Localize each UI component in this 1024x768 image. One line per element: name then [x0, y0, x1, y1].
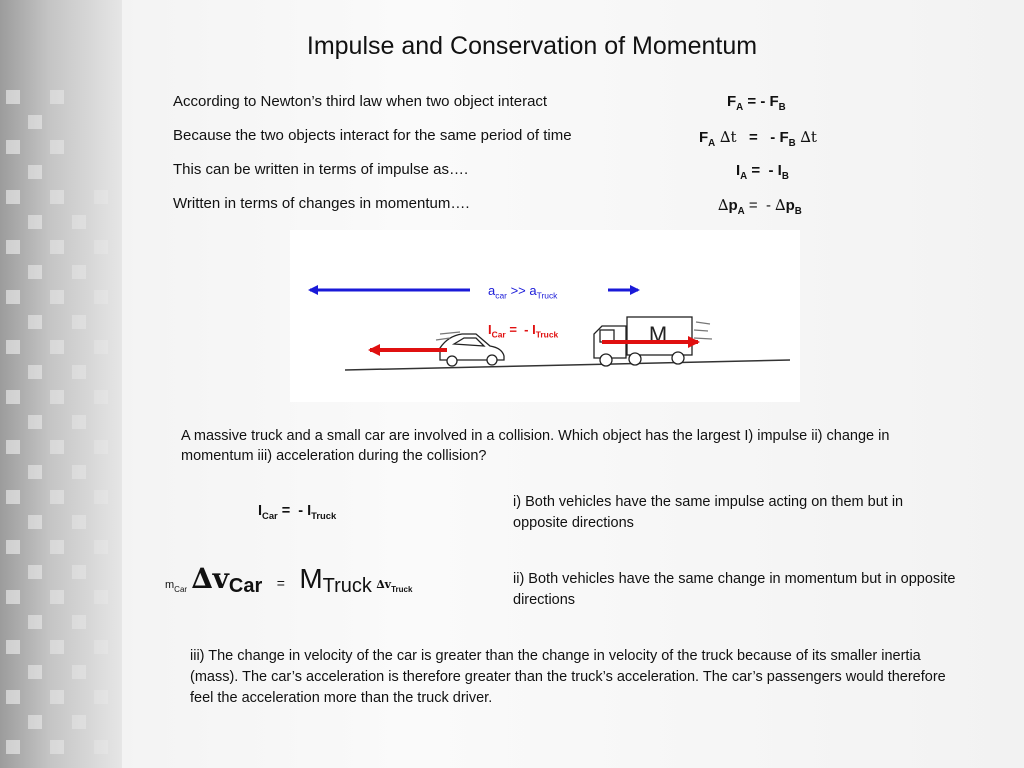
decorative-square — [50, 690, 64, 704]
equation-impulse: $I_A$ = - $I_B$ — [736, 162, 789, 182]
decorative-square — [72, 365, 86, 379]
impulse-label: $I_{Car}$ = - $I_{Truck}$ — [488, 322, 559, 340]
decorative-square — [50, 390, 64, 404]
decorative-squares — [0, 0, 122, 768]
decorative-square — [94, 690, 108, 704]
decorative-square — [94, 390, 108, 404]
decorative-square — [94, 540, 108, 554]
decorative-square — [50, 640, 64, 654]
decorative-square — [28, 465, 42, 479]
decorative-square — [94, 440, 108, 454]
decorative-square — [28, 165, 42, 179]
answer-i: i) Both vehicles have the same impulse acting on them but in opposite directions — [513, 494, 904, 531]
road-line — [345, 360, 790, 370]
decorative-square — [72, 715, 86, 729]
decorative-square — [72, 515, 86, 529]
decorative-square — [28, 315, 42, 329]
decorative-square — [6, 690, 20, 704]
decorative-square — [28, 215, 42, 229]
answer-iii: iii) The change in velocity of the car is greater than the change in velocity of the truck because of its smaller inertia (mass). The car’s acceleration is therefore greater than the truck’s acceleration. The car’s passengers would therefore feel the acceleration more than the truck driver. — [190, 648, 946, 706]
impulse-equation: $I_{Car}$ = - $I_{Truck}$ — [258, 503, 337, 521]
decorative-square — [28, 615, 42, 629]
decorative-square — [6, 290, 20, 304]
decorative-square — [6, 190, 20, 204]
decorative-square — [50, 590, 64, 604]
equation-force-time: $F_A$ ∆t = - $F_B$ ∆t — [699, 128, 817, 149]
decorative-square — [50, 90, 64, 104]
decorative-square — [94, 740, 108, 754]
question-text: A massive truck and a small car are involved in a collision. Which object has the largest I) impulse ii) change in momentum iii) acceleration during the collision? — [181, 428, 890, 464]
decorative-square — [50, 340, 64, 354]
decorative-square — [28, 415, 42, 429]
decorative-square — [6, 390, 20, 404]
decorative-square — [28, 715, 42, 729]
momentum-equation: $m_{Car}$ $\Delta v_{Car} = M_{Truck}$ $\Delta v_{Truck}$ — [165, 562, 413, 598]
decorative-square — [28, 565, 42, 579]
decorative-square — [6, 590, 20, 604]
equation-force: $F_A$ = - $F_B$ — [727, 93, 786, 113]
decorative-square — [50, 140, 64, 154]
decorative-square — [28, 665, 42, 679]
decorative-square — [72, 665, 86, 679]
answer-ii: ii) Both vehicles have the same change in momentum but in opposite directions — [513, 571, 956, 608]
decorative-square — [6, 90, 20, 104]
collision-figure — [290, 230, 800, 402]
decorative-square — [72, 565, 86, 579]
decorative-square — [28, 365, 42, 379]
decorative-square — [6, 140, 20, 154]
decorative-square — [72, 415, 86, 429]
equation-momentum: $\Delta p_A$ = - $\Delta p_B$ — [718, 196, 802, 217]
decorative-square — [6, 490, 20, 504]
decorative-square — [6, 640, 20, 654]
decorative-square — [50, 540, 64, 554]
statement-4: Written in terms of changes in momentum…. — [173, 195, 470, 212]
decorative-square — [50, 240, 64, 254]
decorative-square — [6, 440, 20, 454]
decorative-square — [28, 265, 42, 279]
decorative-square — [28, 115, 42, 129]
decorative-square — [72, 615, 86, 629]
truck-letter: M — [648, 322, 668, 347]
decorative-square — [72, 315, 86, 329]
decorative-square — [72, 265, 86, 279]
statement-3: This can be written in terms of impulse as…. — [173, 161, 469, 178]
statement-1: According to Newton’s third law when two object interact — [173, 93, 548, 110]
decorative-square — [50, 290, 64, 304]
decorative-square — [6, 240, 20, 254]
decorative-square — [50, 740, 64, 754]
decorative-square — [72, 465, 86, 479]
decorative-square — [94, 640, 108, 654]
decorative-square — [50, 490, 64, 504]
decorative-square — [6, 340, 20, 354]
decorative-square — [94, 340, 108, 354]
decorative-square — [50, 440, 64, 454]
decorative-square — [94, 290, 108, 304]
decorative-square — [6, 540, 20, 554]
slide-title: Impulse and Conservation of Momentum — [306, 32, 758, 60]
decorative-square — [50, 190, 64, 204]
acceleration-label: $a_{car} >> a_{Truck}$ — [488, 283, 558, 301]
decorative-square — [94, 240, 108, 254]
statement-2: Because the two objects interact for the same period of time — [173, 127, 572, 144]
decorative-square — [6, 740, 20, 754]
decorative-square — [94, 490, 108, 504]
decorative-square — [94, 590, 108, 604]
collision-illustration — [290, 230, 800, 402]
decorative-square — [72, 215, 86, 229]
decorative-square — [28, 515, 42, 529]
decorative-square — [94, 190, 108, 204]
